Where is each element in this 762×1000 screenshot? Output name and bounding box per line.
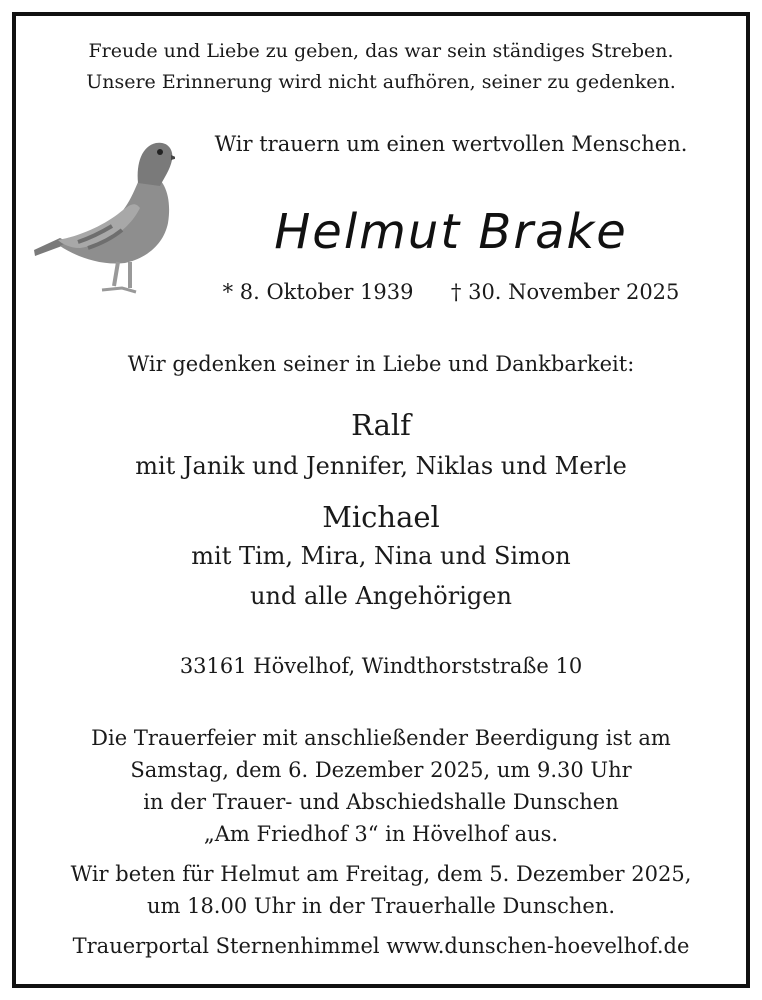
portal-line: Trauerportal Sternenhimmel www.dunschen-hoevelhof.de: [72, 934, 690, 958]
motto-line-1: Freude und Liebe zu geben, das war sein ständiges Streben.: [88, 40, 674, 62]
funeral-line-3: in der Trauer- und Abschiedshalle Dunschen: [143, 790, 619, 814]
funeral-line-2: Samstag, dem 6. Dezember 2025, um 9.30 Uhr: [130, 758, 632, 782]
mourner-family-2: mit Tim, Mira, Nina und Simon: [191, 542, 571, 570]
birth-date: * 8. Oktober 1939: [222, 280, 414, 304]
remembrance-line: Wir gedenken seiner in Liebe und Dankbarkeit:: [127, 352, 635, 376]
funeral-line-1: Die Trauerfeier mit anschließender Beerdigung ist am: [91, 726, 671, 750]
motto-line-2: Unsere Erinnerung wird nicht aufhören, seiner zu gedenken.: [86, 71, 676, 93]
deceased-name: [70, 196, 762, 266]
death-date: † 30. November 2025: [450, 280, 680, 304]
address: 33161 Hövelhof, Windthorststraße 10: [179, 654, 583, 678]
mourner-name-1: Ralf: [351, 408, 411, 442]
intro-line: Wir trauern um einen wertvollen Menschen.: [214, 132, 688, 156]
deceased-name-text: Helmut Brake: [274, 204, 628, 260]
life-dates: [70, 280, 762, 304]
funeral-line-4: „Am Friedhof 3“ in Hövelhof aus.: [203, 822, 559, 846]
mourner-others: und alle Angehörigen: [250, 582, 512, 610]
prayer-line-1: Wir beten für Helmut am Freitag, dem 5. Dezember 2025,: [70, 862, 692, 886]
mourner-family-1: mit Janik und Jennifer, Niklas und Merle: [135, 452, 627, 480]
mourner-name-2: Michael: [322, 500, 440, 534]
prayer-line-2: um 18.00 Uhr in der Trauerhalle Dunschen.: [146, 894, 616, 918]
